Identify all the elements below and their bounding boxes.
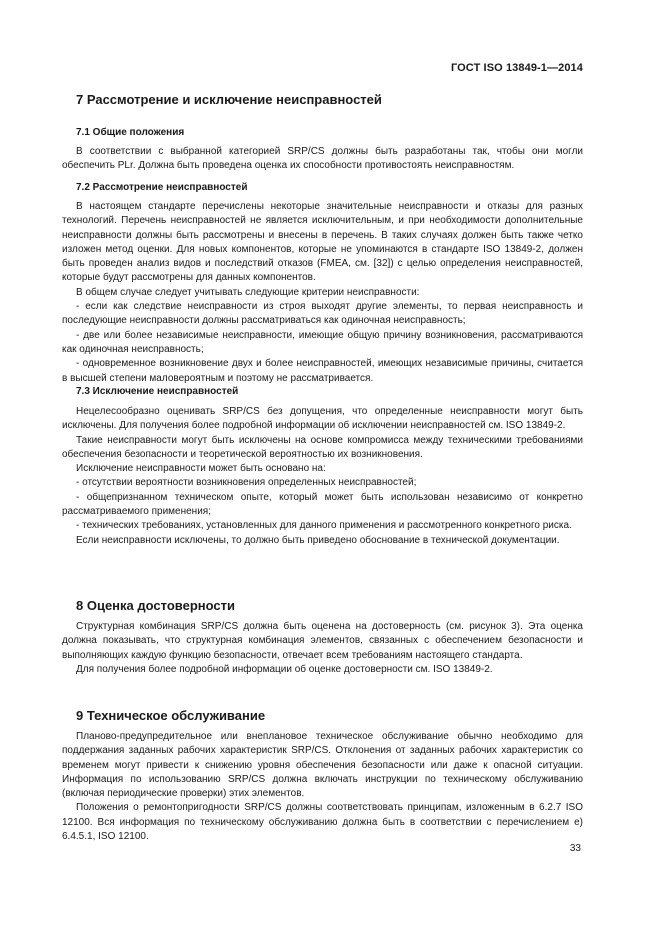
paragraph: Если неисправности исключены, то должно быть приведено обоснование в технической документации.	[76, 534, 560, 546]
paragraph: Планово-предупредительное или внеплановое техническое обслуживание обычно необходимо для поддержания заданных рабочих характеристик SRP/CS. Отклонения от заданных рабочих характеристик со временем могут привести к снижению уровня обеспечения безопасности или даже к опасной ситуации. Информация по использованию SRP/CS должна включать инструкции по техническому обслуживанию (включая периодические проверки) этих элементов.	[62, 731, 583, 800]
document-header: ГОСТ ISO 13849-1—2014	[450, 62, 583, 74]
page-number: 33	[569, 843, 581, 854]
list-item: - одновременное возникновение двух и более неисправностей, имеющих независимые причины, считается в высшей степени маловероятным и поэтому не рассматривается.	[62, 358, 583, 384]
section-7-2-title: 7.2 Рассмотрение неисправностей	[76, 182, 248, 193]
section-9-title: 9 Техническое обслуживание	[76, 708, 266, 723]
list-item: - общепризнанном техническом опыте, который может быть использован независимо от конкретно рассматриваемого применения;	[62, 491, 583, 518]
section-9-body	[62, 730, 583, 844]
list-item: - технических требованиях, установленных для данного применения и рассмотренного конкретного риска.	[76, 520, 572, 532]
paragraph: В общем случае следует учитывать следующие критерии неисправности:	[76, 286, 420, 298]
section-8-title: 8 Оценка достоверности	[76, 598, 235, 613]
section-7-1-body	[62, 145, 583, 174]
list-item: - отсутствии вероятности возникновения определенных неисправностей;	[76, 477, 417, 489]
paragraph: Такие неисправности могут быть исключены на основе компромисса между техническими требованиями обеспечения безопасности и теоретической вероятностью их возникновения.	[62, 434, 583, 460]
paragraph: Положения о ремонтопригодности SRP/CS должны соответствовать принципам, изложенным в 6.2.7 ISO 12100. Вся информация по техническому обслуживанию должна быть в соответствии с перечислением е) 6.4.5.1, ISO 12100.	[62, 802, 583, 843]
paragraph: В настоящем стандарте перечислены некоторые значительные неисправности и отказы для разных технологий. Перечень неисправностей не является исключительным, и при необходимости дополнительные неисправности должны быть рассмотрены и внесены в перечень. В таких случаях должен быть также четко изложен метод оценки. Для новых компонентов, которые не упоминаются в стандарте ISO 13849-2, должен быть проведен анализ видов и последствий отказов (FMEA, см. [32]) с целью определения неисправностей, которые будут рассмотрены для данных компонентов.	[62, 201, 583, 284]
section-8-body	[62, 620, 583, 677]
paragraph: Для получения более подробной информации об оценке достоверности см. ISO 13849-2.	[76, 663, 493, 675]
list-item: - если как следствие неисправности из строя выходят другие элементы, то первая неисправность и последующие неисправности должны рассматриваться как одиночная неисправность;	[62, 301, 583, 327]
paragraph: Структурная комбинация SRP/CS должна быть оценена на достоверность (см. рисунок 3). Эта оценка должна показывать, что структурная комбинация элементов, связанных с обеспечением безопасности и выполняющих каждую функцию безопасности, отвечает всем требованиям настоящего стандарта.	[62, 621, 583, 661]
section-7-3-body	[62, 405, 583, 548]
section-7-title: 7 Рассмотрение и исключение неисправностей	[76, 92, 382, 107]
paragraph: Нецелесообразно оценивать SRP/CS без допущения, что определенные неисправности могут быть исключены. Для получения более подробной информации об исключении неисправностей см. ISO 13849-2.	[62, 406, 583, 432]
paragraph: Исключение неисправности может быть основано на:	[76, 463, 326, 475]
section-7-3-title: 7.3 Исключение неисправностей	[76, 386, 239, 397]
list-item: - две или более независимые неисправности, имеющие общую причину возникновения, рассматриваются как одиночная неисправность;	[62, 329, 583, 355]
section-7-1-title: 7.1 Общие положения	[76, 127, 185, 138]
paragraph: В соответствии с выбранной категорией SRP/CS должны быть разработаны так, чтобы они могли обеспечить PLr. Должна быть проведена оценка их способности противостоять неисправностям.	[62, 146, 583, 172]
section-7-2-body	[62, 200, 583, 386]
